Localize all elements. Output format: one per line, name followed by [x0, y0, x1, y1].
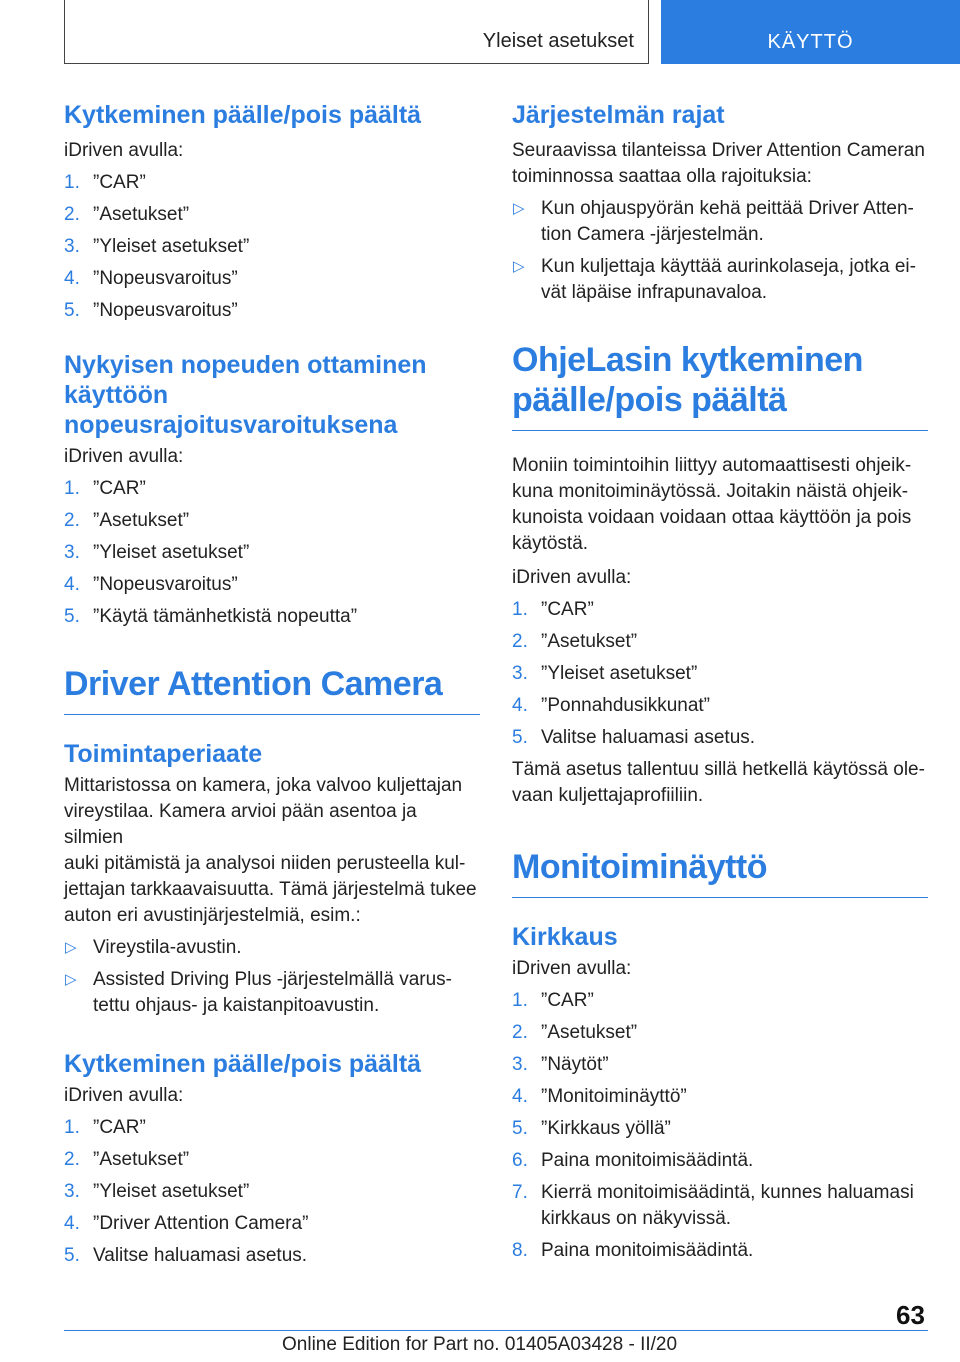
header-chapter-title: KÄYTTÖ	[767, 31, 854, 53]
bullet-list-assistants	[64, 935, 480, 1019]
list-item: 4. ”Monitoiminäyttö”	[512, 1086, 687, 1107]
page-number: 63	[896, 1300, 925, 1330]
list-item: 1. ”CAR”	[64, 478, 146, 499]
chapter-heading-ohjelasin	[512, 340, 928, 431]
list-item: 8. Paina monitoimisäädintä.	[512, 1240, 754, 1261]
paragraph-rajat: Seuraavissa tilanteissa Driver Attention Cameran toiminnossa saattaa olla rajoituksia:	[512, 140, 925, 187]
list-item: 2. ”Asetukset”	[512, 1022, 638, 1043]
intro-text: iDriven avulla:	[512, 567, 632, 588]
list-item: ▷ Kun ohjauspyörän kehä peittää Driver Atten- tion Camera -järjestelmän.	[513, 198, 914, 245]
list-item: 5. Valitse haluamasi asetus.	[64, 1245, 308, 1266]
chapter-heading-monitoiminaytto	[512, 847, 928, 898]
steps-list-2	[64, 476, 480, 630]
list-item: 5. ”Käytä tämänhetkistä nopeutta”	[64, 606, 358, 627]
list-item: 1. ”CAR”	[512, 599, 594, 620]
intro-text: iDriven avulla:	[64, 1085, 184, 1106]
list-item: 1. ”CAR”	[64, 172, 146, 193]
steps-list-4	[512, 597, 928, 751]
list-item: 4. ”Ponnahdusikkunat”	[512, 695, 710, 716]
header-section-box	[64, 0, 649, 64]
heading-nykyisen-nopeuden: Nykyisen nopeuden ottaminen käyttöön nopeusrajoitusvaroituksena	[64, 351, 427, 439]
chapter-heading-driver-attention	[64, 664, 480, 715]
heading-kytkeminen-2: Kytkeminen päälle/pois päältä	[64, 1050, 422, 1078]
list-item: 6. Paina monitoimisäädintä.	[512, 1150, 754, 1171]
list-item: 4. ”Nopeusvaroitus”	[64, 574, 238, 595]
steps-list-3	[64, 1115, 480, 1269]
paragraph-tallentuu: Tämä asetus tallentuu sillä hetkellä käytössä ole- vaan kuljettajaprofiiliin.	[512, 759, 925, 806]
list-item: 2. ”Asetukset”	[64, 1149, 190, 1170]
list-item: 5. ”Nopeusvaroitus”	[64, 300, 238, 321]
list-item: 2. ”Asetukset”	[64, 510, 190, 531]
list-item: 4. ”Driver Attention Camera”	[64, 1213, 309, 1234]
heading-kytkeminen-1: Kytkeminen päälle/pois päältä	[64, 101, 422, 129]
list-item: 4. ”Nopeusvaroitus”	[64, 268, 238, 289]
list-item: ▷ Vireystila-avustin.	[64, 935, 480, 961]
heading-driver-attention-camera: Driver Attention Camera	[64, 665, 443, 703]
intro-text: iDriven avulla:	[64, 446, 184, 467]
triangle-bullet-icon: ▷	[513, 200, 525, 217]
list-item: 1. ”CAR”	[512, 990, 594, 1011]
intro-text: iDriven avulla:	[512, 958, 632, 979]
paragraph-toimintaperiaate: Mittaristossa on kamera, joka valvoo kuljettajan vireystilaa. Kamera arvioi pään asentoa ja silmien auki pitämistä ja analysoi niiden perusteella kul- jettajan tarkkaavaisuutta. Tämä järjestelmä tukee auton eri avustinjärjestelmiä, esim.:	[64, 775, 477, 926]
list-item: ▷ Assisted Driving Plus -järjestelmällä varus- tettu ohjaus- ja kaistanpitoavustin.	[65, 969, 452, 1016]
list-item: 2. ”Asetukset”	[64, 204, 190, 225]
triangle-bullet-icon: ▷	[65, 939, 77, 956]
heading-jarjestelman-rajat: Järjestelmän rajat	[512, 101, 725, 129]
list-item: 5. Valitse haluamasi asetus.	[512, 727, 756, 748]
list-item: 3. ”Yleiset asetukset”	[64, 236, 250, 257]
heading-toimintaperiaate: Toimintaperiaate	[64, 740, 263, 768]
heading-kirkkaus: Kirkkaus	[512, 923, 618, 951]
list-item: 5. ”Kirkkaus yöllä”	[512, 1118, 671, 1139]
left-column	[64, 100, 480, 1269]
footer-divider	[64, 1330, 928, 1331]
header-chapter-tab	[661, 0, 960, 64]
list-item: 3. ”Näytöt”	[512, 1054, 609, 1075]
paragraph-ohjelasin: Moniin toimintoihin liittyy automaattisesti ohjeik- kuna monitoiminäytössä. Joitakin näistä ohjeik- kunoista voidaan voidaan ottaa käyttöön ja pois käytöstä.	[512, 455, 912, 554]
steps-list-5	[512, 988, 928, 1264]
list-item: 2. ”Asetukset”	[512, 631, 638, 652]
list-item: 7. Kierrä monitoimisäädintä, kunnes haluamasi kirkkaus on näkyvissä.	[512, 1182, 914, 1229]
header-section-title: Yleiset asetukset	[482, 30, 634, 52]
steps-list-1	[64, 170, 480, 324]
triangle-bullet-icon: ▷	[513, 258, 525, 275]
heading-monitoiminaytto: Monitoiminäyttö	[512, 848, 768, 886]
footer-edition-text: Online Edition for Part no. 01405A03428 - II/20	[282, 1334, 678, 1355]
list-item: 3. ”Yleiset asetukset”	[64, 1181, 250, 1202]
bullet-list-rajat	[512, 196, 928, 306]
list-item: ▷ Kun kuljettaja käyttää aurinkolaseja, jotka ei- vät läpäise infrapunavaloa.	[513, 256, 916, 303]
list-item: 1. ”CAR”	[64, 1117, 146, 1138]
heading-ohjelasin: OhjeLasin kytkeminen päälle/pois päältä	[512, 341, 863, 419]
intro-text: iDriven avulla:	[64, 140, 184, 161]
list-item: 3. ”Yleiset asetukset”	[64, 542, 250, 563]
triangle-bullet-icon: ▷	[65, 971, 77, 988]
list-item: 3. ”Yleiset asetukset”	[512, 663, 698, 684]
right-column	[512, 100, 928, 1264]
